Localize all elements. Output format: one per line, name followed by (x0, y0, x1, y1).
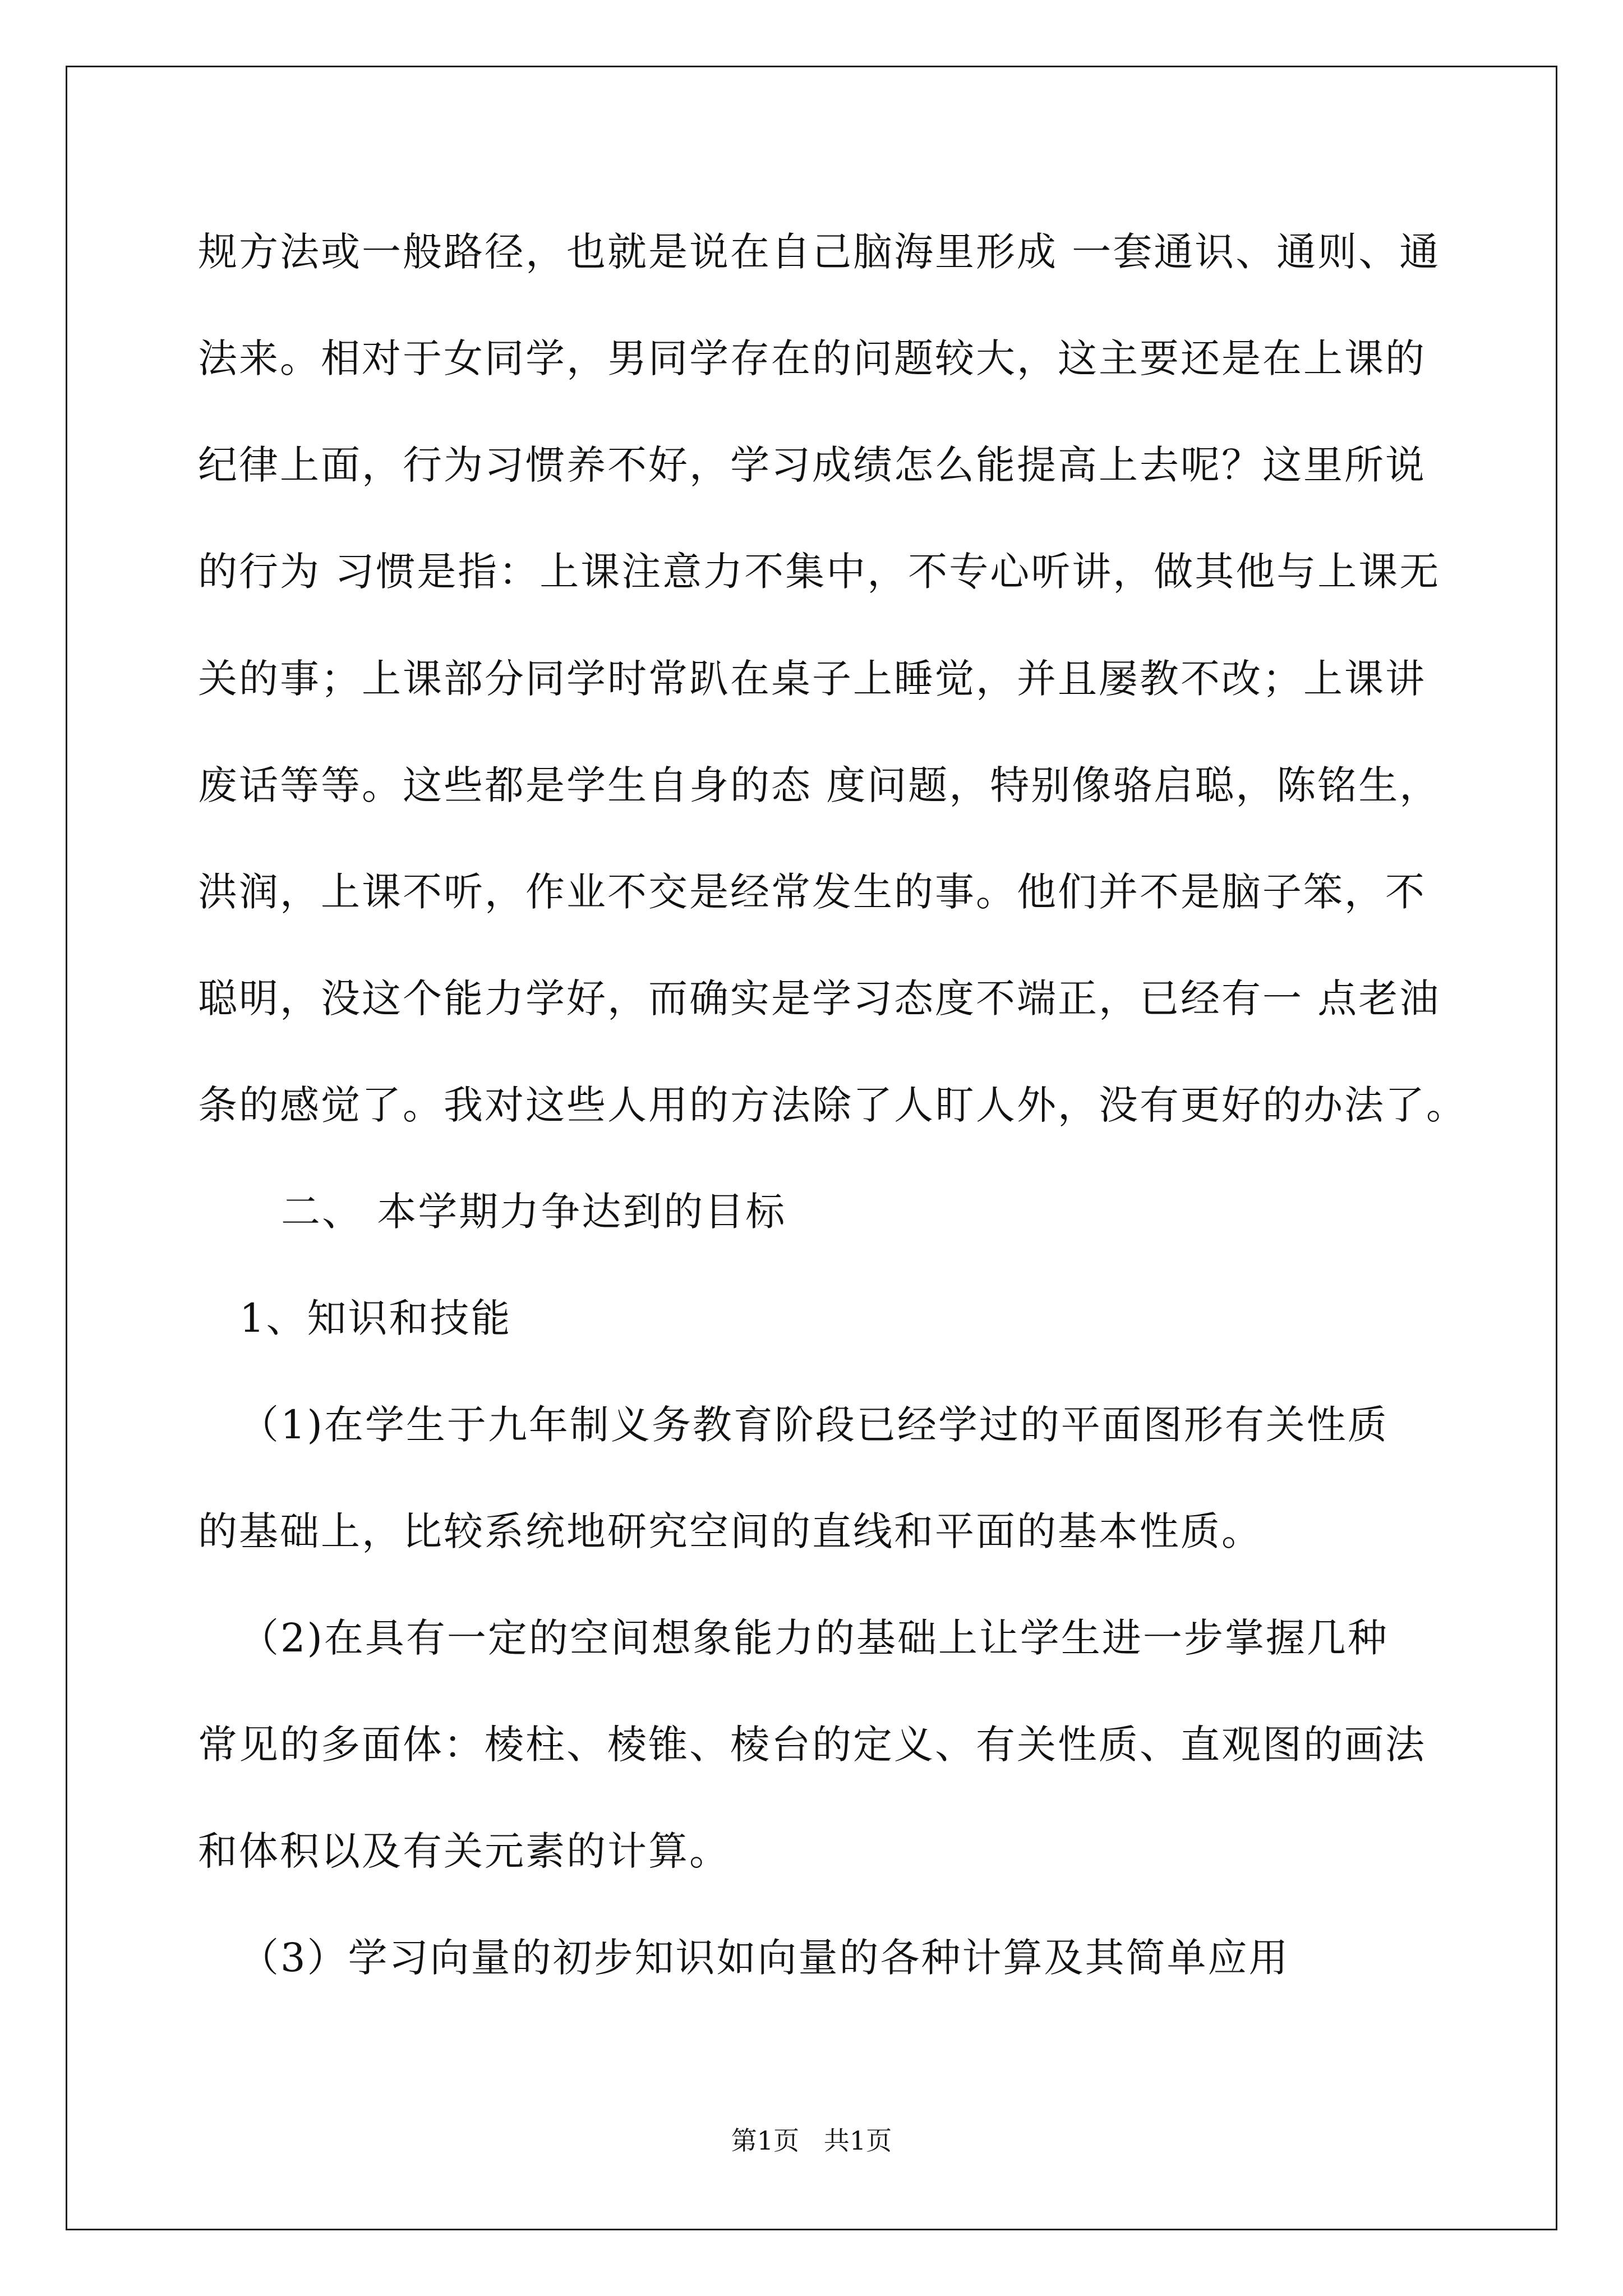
body-line: 洪润，上课不听，作业不交是经常发生的事。他们并不是脑子笨，不 (198, 869, 1426, 915)
subsection-heading: 1、知识和技能 (239, 1295, 512, 1341)
body-line: 和体积以及有关元素的计算。 (198, 1828, 730, 1874)
body-line: 聪明，没这个能力学好，而确实是学习态度不端正，已经有一 点老油 (198, 976, 1441, 1022)
body-line: 常见的多面体：棱柱、棱锥、棱台的定义、有关性质、直观图的画法 (198, 1722, 1426, 1768)
body-line: 的基础上，比较系统地研究空间的直线和平面的基本性质。 (198, 1508, 1262, 1554)
page-number: 第1页 共1页 (731, 2125, 892, 2156)
body-line: 废话等等。这些都是学生自身的态 度问题，特别像骆启聪，陈铭生， (198, 762, 1441, 808)
body-line: （2)在具有一定的空间想象能力的基础上让学生进一步掌握几种 (239, 1615, 1389, 1661)
body-line: 条的感觉了。我对这些人用的方法除了人盯人外，没有更好的办法了。 (198, 1082, 1467, 1128)
body-line: （1)在学生于九年制义务教育阶段已经学过的平面图形有关性质 (239, 1402, 1389, 1448)
body-line: 关的事；上课部分同学时常趴在桌子上睡觉，并且屡教不改；上课讲 (198, 656, 1426, 702)
body-line: 的行为 习惯是指：上课注意力不集中，不专心听讲，做其他与上课无 (198, 549, 1441, 595)
page-border (66, 66, 1557, 2230)
body-line: 法来。相对于女同学，男同学存在的问题较大，这主要还是在上课的 (198, 335, 1426, 381)
body-line: （3）学习向量的初步知识如向量的各种计算及其简单应用 (239, 1935, 1290, 1981)
body-line: 纪律上面，行为习惯养不好，学习成绩怎么能提高上去呢？这里所说 (198, 442, 1426, 488)
section-heading: 二、 本学期力争达到的目标 (281, 1189, 787, 1235)
body-line: 规方法或一般路径，也就是说在自己脑海里形成 一套通识、通则、通 (198, 229, 1441, 275)
